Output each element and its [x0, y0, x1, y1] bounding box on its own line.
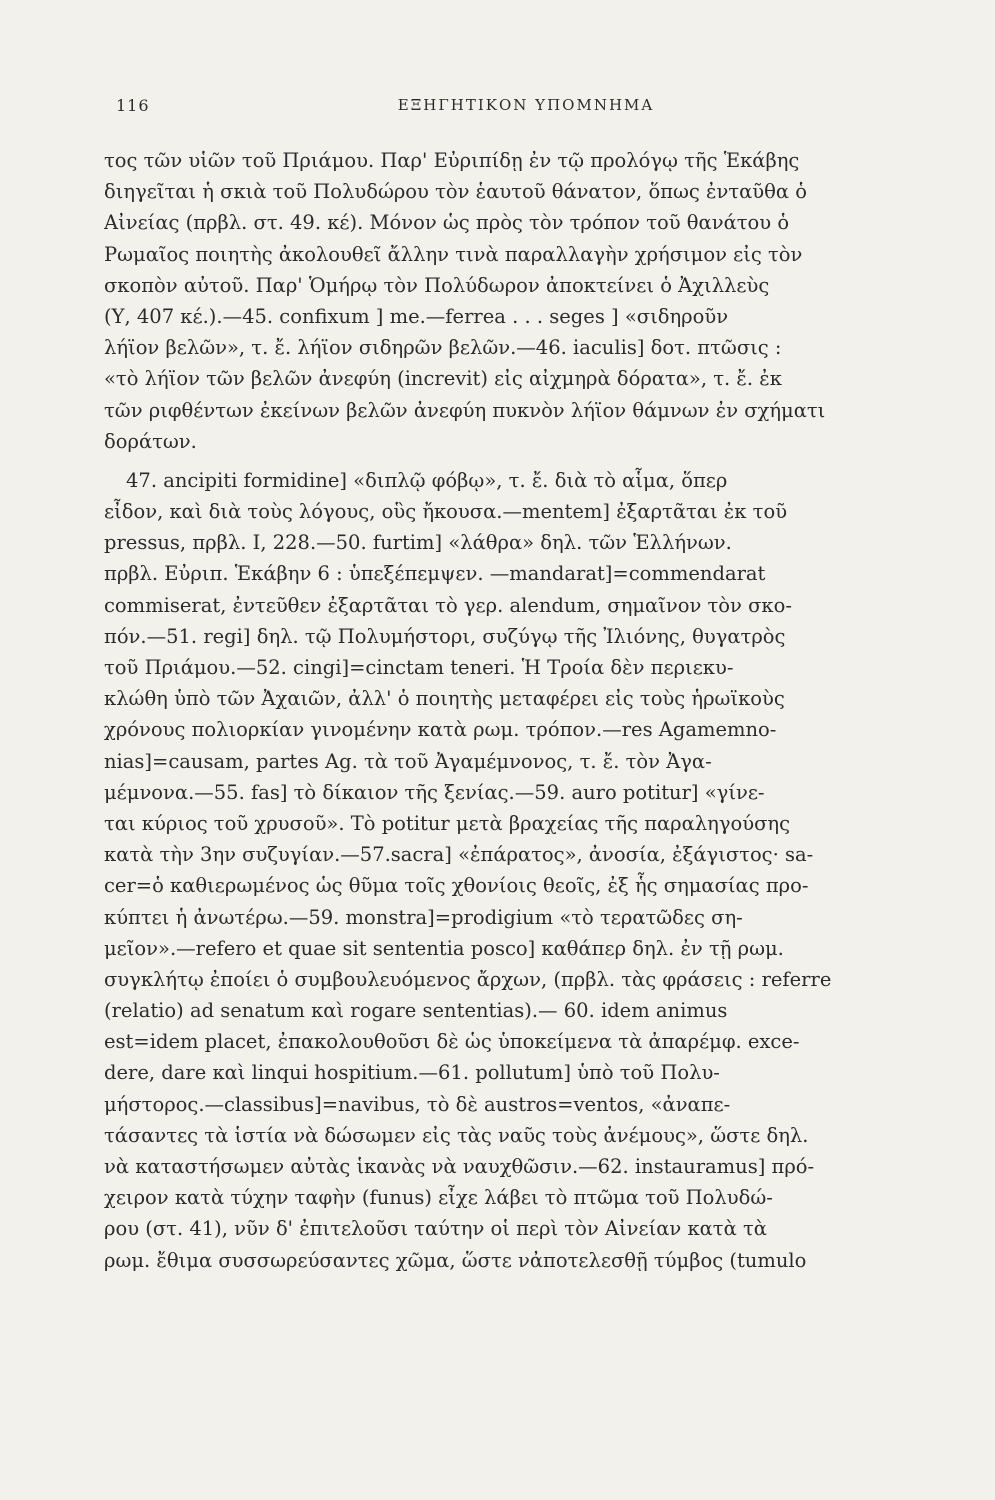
text-line: dere, dare καὶ linqui hospitium.—61. pollutum] ὑπὸ τοῦ Πολυ-: [104, 1061, 720, 1085]
text-line: δοράτων.: [104, 429, 197, 453]
text-line: τῶν ριφθέντων ἐκείνων βελῶν ἀνεφύη πυκνὸν λήϊον θάμνων ἐν σχήματι: [104, 398, 826, 422]
text-line: κύπτει ἡ ἀνωτέρω.—59. monstra]=prodigium «τὸ τερατῶδες ση-: [104, 905, 743, 929]
text-line: ται κύριος τοῦ χρυσοῦ». Τὸ potitur μετὰ βραχείας τῆς παραληγούσης: [104, 811, 791, 835]
paragraph-1: [104, 145, 964, 457]
commentary-text: [104, 145, 964, 1276]
page-number: 116: [116, 96, 150, 115]
text-line: σκοπὸν αὐτοῦ. Παρ' Ὁμήρῳ τὸν Πολύδωρον ἀποκτείνει ὁ Ἀχιλλεὺς: [104, 273, 770, 297]
text-line: χρόνους πολιορκίαν γινομένην κατὰ ρωμ. τρόπον.—res Agamemno-: [104, 718, 777, 742]
text-line: pressus, πρβλ. I, 228.—50. furtim] «λάθρα» δηλ. τῶν Ἑλλήνων.: [104, 531, 732, 555]
text-line: πρβλ. Εὐριπ. Ἑκάβην 6 : ὑπεξέπεμψεν. —mandarat]=commendarat: [104, 562, 766, 586]
text-line: κλώθη ὑπὸ τῶν Ἀχαιῶν, ἀλλ' ὁ ποιητὴς μεταφέρει εἰς τοὺς ἡρωϊκοὺς: [104, 687, 785, 711]
text-line: commiserat, ἐντεῦθεν ἐξαρτᾶται τὸ γερ. alendum, σημαῖνον τὸν σκο-: [104, 593, 792, 617]
text-line: Αἰνείας (πρβλ. στ. 49. κέ). Μόνον ὡς πρὸς τὸν τρόπον τοῦ θανάτου ὁ: [104, 211, 790, 235]
running-title: ΕΞΗΓΗΤΙΚΟΝ ΥΠΟΜΝΗΜΑ: [397, 96, 655, 114]
paragraph-gap: [104, 457, 964, 465]
text-line: λήϊον βελῶν», τ. ἔ. λήϊον σιδηρῶν βελῶν.—46. iaculis] δοτ. πτῶσις :: [104, 336, 782, 360]
text-line: (relatio) ad senatum καὶ rogare sententias).— 60. idem animus: [104, 999, 728, 1023]
text-line: est=idem placet, ἐπακολουθοῦσι δὲ ὡς ὑποκείμενα τὰ ἀπαρέμφ. exce-: [104, 1030, 800, 1054]
text-line: μέμνονα.—55. fas] τὸ δίκαιον τῆς ξενίας.—59. auro potitur] «γίνε-: [104, 780, 765, 804]
text-line: μήστορος.—classibus]=navibus, τὸ δὲ austros=ventos, «ἀναπε-: [104, 1092, 731, 1116]
paragraph-2: [104, 465, 964, 1276]
text-line: μεῖον».—refero et quae sit sententia posco] καθάπερ δηλ. ἐν τῇ ρωμ.: [104, 936, 784, 960]
text-line: 47. ancipiti formidine] «διπλῷ φόβῳ», τ. ἔ. διὰ τὸ αἷμα, ὅπερ: [126, 468, 728, 492]
text-line: ρου (στ. 41), νῦν δ' ἐπιτελοῦσι ταύτην οἱ περὶ τὸν Αἰνείαν κατὰ τὰ: [104, 1217, 767, 1241]
text-line: κατὰ τὴν 3ην συζυγίαν.—57.sacra] «ἐπάρατος», ἀνοσία, ἐξάγιστος· sa-: [104, 843, 814, 867]
text-line: cer=ὁ καθιερωμένος ὡς θῦμα τοῖς χθονίοις θεοῖς, ἐξ ἧς σημασίας προ-: [104, 874, 809, 898]
text-line: τοῦ Πριάμου.—52. cingi]=cinctam teneri. Ἡ Τροία δὲν περιεκυ-: [104, 656, 734, 679]
text-line: nias]=causam, partes Ag. τὰ τοῦ Ἀγαμέμνονος, τ. ἔ. τὸν Ἀγα-: [104, 749, 712, 773]
text-line: (Υ, 407 κέ.).—45. confixum ] me.—ferrea . . . seges ] «σιδηροῦν: [104, 304, 729, 328]
text-line: τος τῶν υἱῶν τοῦ Πριάμου. Παρ' Εὐριπίδῃ ἐν τῷ προλόγῳ τῆς Ἑκάβης: [104, 149, 800, 172]
text-line: ρωμ. ἔθιμα συσσωρεύσαντες χῶμα, ὥστε νἀποτελεσθῇ τύμβος (tumulo: [104, 1248, 807, 1272]
text-line: «τὸ λήϊον τῶν βελῶν ἀνεφύη (increvit) εἰς αἰχμηρὰ δόρατα», τ. ἔ. ἐκ: [104, 367, 782, 391]
text-line: εἶδον, καὶ διὰ τοὺς λόγους, οὓς ἤκουσα.—mentem] ἐξαρτᾶται ἐκ τοῦ: [104, 500, 788, 524]
text-line: διηγεῖται ἡ σκιὰ τοῦ Πολυδώρου τὸν ἑαυτοῦ θάνατον, ὅπως ἐνταῦθα ὁ: [104, 180, 808, 204]
page-header: [116, 96, 936, 118]
text-line: χειρον κατὰ τύχην ταφὴν (funus) εἶχε λάβει τὸ πτῶμα τοῦ Πολυδώ-: [104, 1186, 773, 1210]
text-line: Ρωμαῖος ποιητὴς ἀκολουθεῖ ἄλλην τινὰ παραλλαγὴν χρήσιμον εἰς τὸν: [104, 242, 803, 266]
text-line: τάσαντες τὰ ἱστία νὰ δώσωμεν εἰς τὰς ναῦς τοὺς ἀνέμους», ὥστε δηλ.: [104, 1123, 809, 1147]
text-line: πόν.—51. regi] δηλ. τῷ Πολυμήστορι, συζύγῳ τῆς Ἰλιόνης, θυγατρὸς: [104, 624, 786, 648]
text-line: νὰ καταστήσωμεν αὐτὰς ἱκανὰς νὰ ναυχθῶσιν.—62. instauramus] πρό-: [104, 1155, 815, 1178]
text-line: συγκλήτῳ ἐποίει ὁ συμβουλευόμενος ἄρχων, (πρβλ. τὰς φράσεις : referre: [104, 967, 832, 991]
